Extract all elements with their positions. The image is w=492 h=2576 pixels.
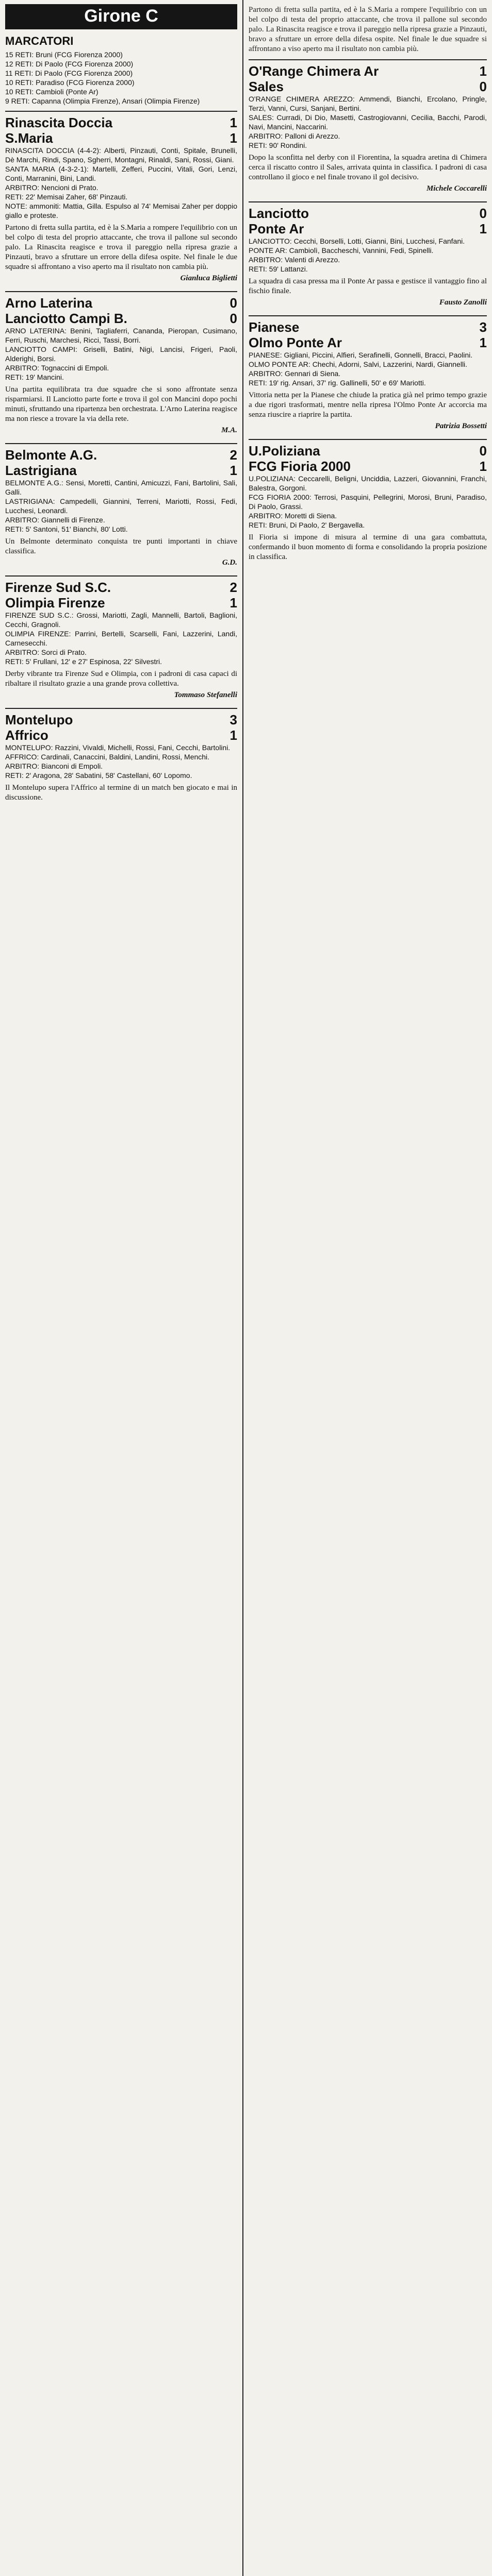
referee: ARBITRO: Nencioni di Prato. xyxy=(5,183,99,192)
lineup-home: U.POLIZIANA: Ceccarelli, Beligni, Unciddia, Lazzeri, Giovannini, Franchi, Balestra, Gorgoni. xyxy=(249,474,487,492)
divider xyxy=(249,59,487,60)
match-report xyxy=(5,115,237,283)
away-team-score: 1 xyxy=(229,727,237,743)
referee: ARBITRO: Palloni di Arezzo. xyxy=(249,132,340,140)
away-team-name: Lastrigiana xyxy=(5,463,77,478)
home-team-name: Belmonte A.G. xyxy=(5,447,97,463)
referee: ARBITRO: Giannelli di Firenze. xyxy=(5,516,105,524)
divider xyxy=(5,291,237,292)
away-team-row xyxy=(249,221,487,236)
away-team-name: Lanciotto Campi B. xyxy=(5,311,127,326)
divider xyxy=(5,111,237,112)
scorer-line: 12 RETI: Di Paolo (FCG Fiorenza 2000) xyxy=(5,60,134,68)
goals: RETI: 5' Santoni, 51' Bianchi, 80' Lotti. xyxy=(5,525,128,533)
lineup-away: FCG FIORIA 2000: Terrosi, Pasquini, Pellegrini, Morosi, Bruni, Paradiso, Di Paolo, Grassi. xyxy=(249,493,487,511)
byline: G.D. xyxy=(222,558,237,567)
scorer-line: 9 RETI: Capanna (Olimpia Firenze), Ansari (Olimpia Firenze) xyxy=(5,97,200,105)
lineup-home: LANCIOTTO: Cecchi, Borselli, Lotti, Gianni, Bini, Lucchesi, Fanfani. xyxy=(249,237,465,245)
notes: NOTE: ammoniti: Mattia, Gilla. Espulso al 74' Memisai Zaher per doppio giallo e proteste. xyxy=(5,202,237,219)
goals: RETI: Bruni, Di Paolo, 2' Bergavella. xyxy=(249,521,365,529)
home-team-score: 0 xyxy=(229,295,237,311)
article-text: Il Montelupo supera l'Affrico al termine di un match ben giocato e mai in discussione. xyxy=(5,784,237,802)
home-team-row xyxy=(5,295,237,311)
referee: ARBITRO: Sorci di Prato. xyxy=(5,648,87,656)
article-text: Il Fioria si impone di misura al termine di una gara combattuta, confermando il buon momento di forma e consolidando la propria posizione in classifica. xyxy=(249,533,487,561)
article-text: La squadra di casa pressa ma il Ponte Ar passa e gestisce il vantaggio fino al fischio finale. xyxy=(249,277,487,295)
continued-article: Partono di fretta sulla partita, ed è la S.Maria a rompere l'equilibrio con un bel colpo di testa del proprio attaccante, che trova il pallone sul secondo palo. La Rinascita reagisce e trova il pareggio nella ripresa grazie a Pinzauti, bravo a sfruttare un errore della difesa ospite. Nel finale le due squadre si affrontano a viso aperto ma il risultato non cambia più. xyxy=(249,6,487,53)
away-team-name: FCG Fioria 2000 xyxy=(249,459,351,474)
match-report xyxy=(5,447,237,567)
match-report xyxy=(5,580,237,700)
away-team-row xyxy=(5,311,237,326)
lineup-home: MONTELUPO: Razzini, Vivaldi, Michelli, Rossi, Fani, Cecchi, Bartolini. xyxy=(5,743,231,752)
home-team-score: 1 xyxy=(479,63,487,79)
lineup-away: LASTRIGIANA: Campedelli, Giannini, Terreni, Mariotti, Rossi, Fedi, Lucchesi, Leonardi. xyxy=(5,497,237,515)
away-team-row xyxy=(5,130,237,146)
byline: Fausto Zanolli xyxy=(439,298,487,307)
away-team-score: 0 xyxy=(229,311,237,326)
away-team-row xyxy=(5,595,237,611)
lineup-away: SALES: Curradi, Di Dio, Masetti, Castrogiovanni, Cecilia, Bacchi, Parodi, Navi, Mancini, Naccarini. xyxy=(249,113,487,131)
referee: ARBITRO: Bianconi di Empoli. xyxy=(5,762,103,770)
home-team-row xyxy=(249,319,487,335)
match-report xyxy=(249,443,487,562)
away-team-name: S.Maria xyxy=(5,130,53,146)
referee: ARBITRO: Moretti di Siena. xyxy=(249,512,337,520)
goals: RETI: 90' Rondini. xyxy=(249,141,307,149)
article-text: Vittoria netta per la Pianese che chiude la pratica già nel primo tempo grazie a due rigori trasformati, mentre nella ripresa l'Olmo Ponte Ar accorcia ma senza riuscire a riaprire la partita. xyxy=(249,391,487,419)
divider xyxy=(5,575,237,577)
home-team-score: 2 xyxy=(229,580,237,595)
home-team-row xyxy=(249,63,487,79)
left-column xyxy=(5,0,243,2576)
divider xyxy=(5,443,237,444)
home-team-name: Lanciotto xyxy=(249,206,309,221)
goals: RETI: 5' Frullani, 12' e 27' Espinosa, 22' Silvestri. xyxy=(5,657,162,666)
lineup-away: SANTA MARIA (4-3-2-1): Martelli, Zefferi, Puccini, Vitali, Gori, Lenzi, Conti, Marranini, Bini, Landi. xyxy=(5,165,237,182)
marcatori-box xyxy=(5,35,237,106)
lineup-home: FIRENZE SUD S.C.: Grossi, Mariotti, Zagli, Mannelli, Bartoli, Baglioni, Cecchi, Gragnoli. xyxy=(5,611,237,629)
goals: RETI: 59' Lattanzi. xyxy=(249,265,308,273)
divider xyxy=(249,439,487,440)
goals: RETI: 22' Memisai Zaher, 68' Pinzauti. xyxy=(5,193,128,201)
lineup-away: OLMO PONTE AR: Chechi, Adorni, Salvi, Lazzerini, Nardi, Giannelli. xyxy=(249,360,468,368)
lineup-away: AFFRICO: Cardinali, Canaccini, Baldini, Landini, Rossi, Menchi. xyxy=(5,753,210,761)
lineup-home: RINASCITA DOCCIA (4-4-2): Alberti, Pinzauti, Conti, Spitale, Brunelli, Dè Marchi, Rindi, Spano, Sgherri, Montagni, Rinaldi, Sani, Rossi, Giani. xyxy=(5,146,237,164)
referee: ARBITRO: Gennari di Siena. xyxy=(249,369,341,378)
goals: RETI: 2' Aragona, 28' Sabatini, 58' Castellani, 60' Lopomo. xyxy=(5,771,192,779)
divider xyxy=(5,708,237,709)
divider xyxy=(249,201,487,202)
home-team-row xyxy=(5,115,237,130)
home-team-name: Montelupo xyxy=(5,712,73,727)
home-team-name: U.Poliziana xyxy=(249,443,320,459)
goals: RETI: 19' Mancini. xyxy=(5,373,64,381)
away-team-name: Olmo Ponte Ar xyxy=(249,335,342,350)
scorer-line: 11 RETI: Di Paolo (FCG Fiorenza 2000) xyxy=(5,69,133,77)
home-team-row xyxy=(5,580,237,595)
article-text: Derby vibrante tra Firenze Sud e Olimpia, con i padroni di casa capaci di ribaltare il risultato grazie a una grande prova collettiva. xyxy=(5,670,237,688)
home-team-name: Arno Laterina xyxy=(5,295,93,311)
away-team-name: Sales xyxy=(249,79,284,94)
referee: ARBITRO: Tognaccini di Empoli. xyxy=(5,364,109,372)
goals: RETI: 19' rig. Ansari, 37' rig. Gallinelli, 50' e 69' Mariotti. xyxy=(249,379,426,387)
home-team-name: Pianese xyxy=(249,319,300,335)
match-report xyxy=(5,295,237,435)
away-team-row xyxy=(249,79,487,94)
home-team-score: 3 xyxy=(479,319,487,335)
byline: M.A. xyxy=(221,426,237,434)
byline: Gianluca Biglietti xyxy=(180,274,237,282)
away-team-score: 1 xyxy=(229,595,237,611)
right-column xyxy=(249,0,487,570)
byline: Patrizia Bossetti xyxy=(435,422,487,430)
home-team-score: 0 xyxy=(479,206,487,221)
article-text: Una partita equilibrata tra due squadre che si sono affrontate senza risparmiarsi. Il Lanciotto parte forte e trova il gol con Mancini dopo pochi minuti, sfruttando una ripartenza ben orchestrata. L'Arno Laterina reagisce ma non riesce a trovare la via della rete. xyxy=(5,385,237,423)
away-team-score: 1 xyxy=(229,463,237,478)
away-team-name: Olimpia Firenze xyxy=(5,595,105,611)
away-team-score: 1 xyxy=(479,221,487,236)
marcatori-title: MARCATORI xyxy=(5,35,74,47)
match-report xyxy=(5,712,237,803)
match-report xyxy=(249,206,487,307)
away-team-score: 1 xyxy=(229,130,237,146)
lineup-home: BELMONTE A.G.: Sensi, Moretti, Cantini, Amicuzzi, Fani, Bartolini, Sali, Galli. xyxy=(5,479,237,496)
lineup-home: PIANESE: Gigliani, Piccini, Alfieri, Serafinelli, Gonnelli, Bracci, Paolini. xyxy=(249,351,473,359)
away-team-name: Affrico xyxy=(5,727,48,743)
section-header: Girone C xyxy=(5,4,237,29)
lineup-away: OLIMPIA FIRENZE: Parrini, Bertelli, Scarselli, Fani, Lazzerini, Landi, Carnesecchi. xyxy=(5,630,237,647)
home-team-score: 0 xyxy=(479,443,487,459)
away-team-row xyxy=(5,463,237,478)
lineup-away: PONTE AR: Cambiolì, Baccheschi, Vannini, Fedi, Spinelli. xyxy=(249,246,434,255)
article-text: Un Belmonte determinato conquista tre punti importanti in chiave classifica. xyxy=(5,537,237,555)
match-report xyxy=(249,63,487,193)
home-team-row xyxy=(249,443,487,459)
match-report xyxy=(249,319,487,431)
scorer-line: 10 RETI: Cambioli (Ponte Ar) xyxy=(5,88,99,96)
home-team-score: 2 xyxy=(229,447,237,463)
away-team-row xyxy=(5,727,237,743)
lineup-home: O'RANGE CHIMERA AREZZO: Ammendi, Bianchi, Ercolano, Pringle, Terzi, Vanni, Cursi, Sanjani, Bertini. xyxy=(249,95,487,112)
away-team-row xyxy=(249,335,487,350)
divider xyxy=(249,315,487,316)
home-team-score: 3 xyxy=(229,712,237,727)
byline: Michele Coccarelli xyxy=(426,184,487,193)
article-text: Partono di fretta sulla partita, ed è la S.Maria a rompere l'equilibrio con un bel colpo di testa del proprio attaccante, che trova il pallone sul secondo palo. La Rinascita reagisce e trova il pareggio nella ripresa grazie a Pinzauti, bravo a sfruttare un errore della difesa ospite. Nel finale le due squadre si affrontano a viso aperto ma il risultato non cambia più. xyxy=(5,224,237,271)
home-team-name: O'Range Chimera Ar xyxy=(249,63,379,79)
away-team-score: 1 xyxy=(479,335,487,350)
away-team-name: Ponte Ar xyxy=(249,221,304,236)
lineup-home: ARNO LATERINA: Benini, Tagliaferri, Cananda, Pieropan, Cusimano, Ferri, Ruschi, Marchesi, Ricci, Tassi, Borri. xyxy=(5,327,237,344)
home-team-name: Firenze Sud S.C. xyxy=(5,580,111,595)
scorer-line: 15 RETI: Bruni (FCG Fiorenza 2000) xyxy=(5,50,123,59)
referee: ARBITRO: Valenti di Arezzo. xyxy=(249,256,340,264)
away-team-row xyxy=(249,459,487,474)
home-team-name: Rinascita Doccia xyxy=(5,115,113,130)
home-team-row xyxy=(5,447,237,463)
away-team-score: 1 xyxy=(479,459,487,474)
home-team-score: 1 xyxy=(229,115,237,130)
scorer-line: 10 RETI: Paradiso (FCG Fiorenza 2000) xyxy=(5,78,135,87)
home-team-row xyxy=(249,206,487,221)
away-team-score: 0 xyxy=(479,79,487,94)
lineup-away: LANCIOTTO CAMPI: Griselli, Batini, Nigi, Lancisi, Frigeri, Paoli, Alderighi, Borsi. xyxy=(5,345,237,363)
article-text: Dopo la sconfitta nel derby con il Fiorentina, la squadra aretina di Chimera cerca il riscatto contro il Sales, arrivata quinta in classifica. I padroni di casa controllano il gioco e nel finale trovano il gol decisivo. xyxy=(249,154,487,181)
home-team-row xyxy=(5,712,237,727)
byline: Tommaso Stefanelli xyxy=(174,691,237,699)
